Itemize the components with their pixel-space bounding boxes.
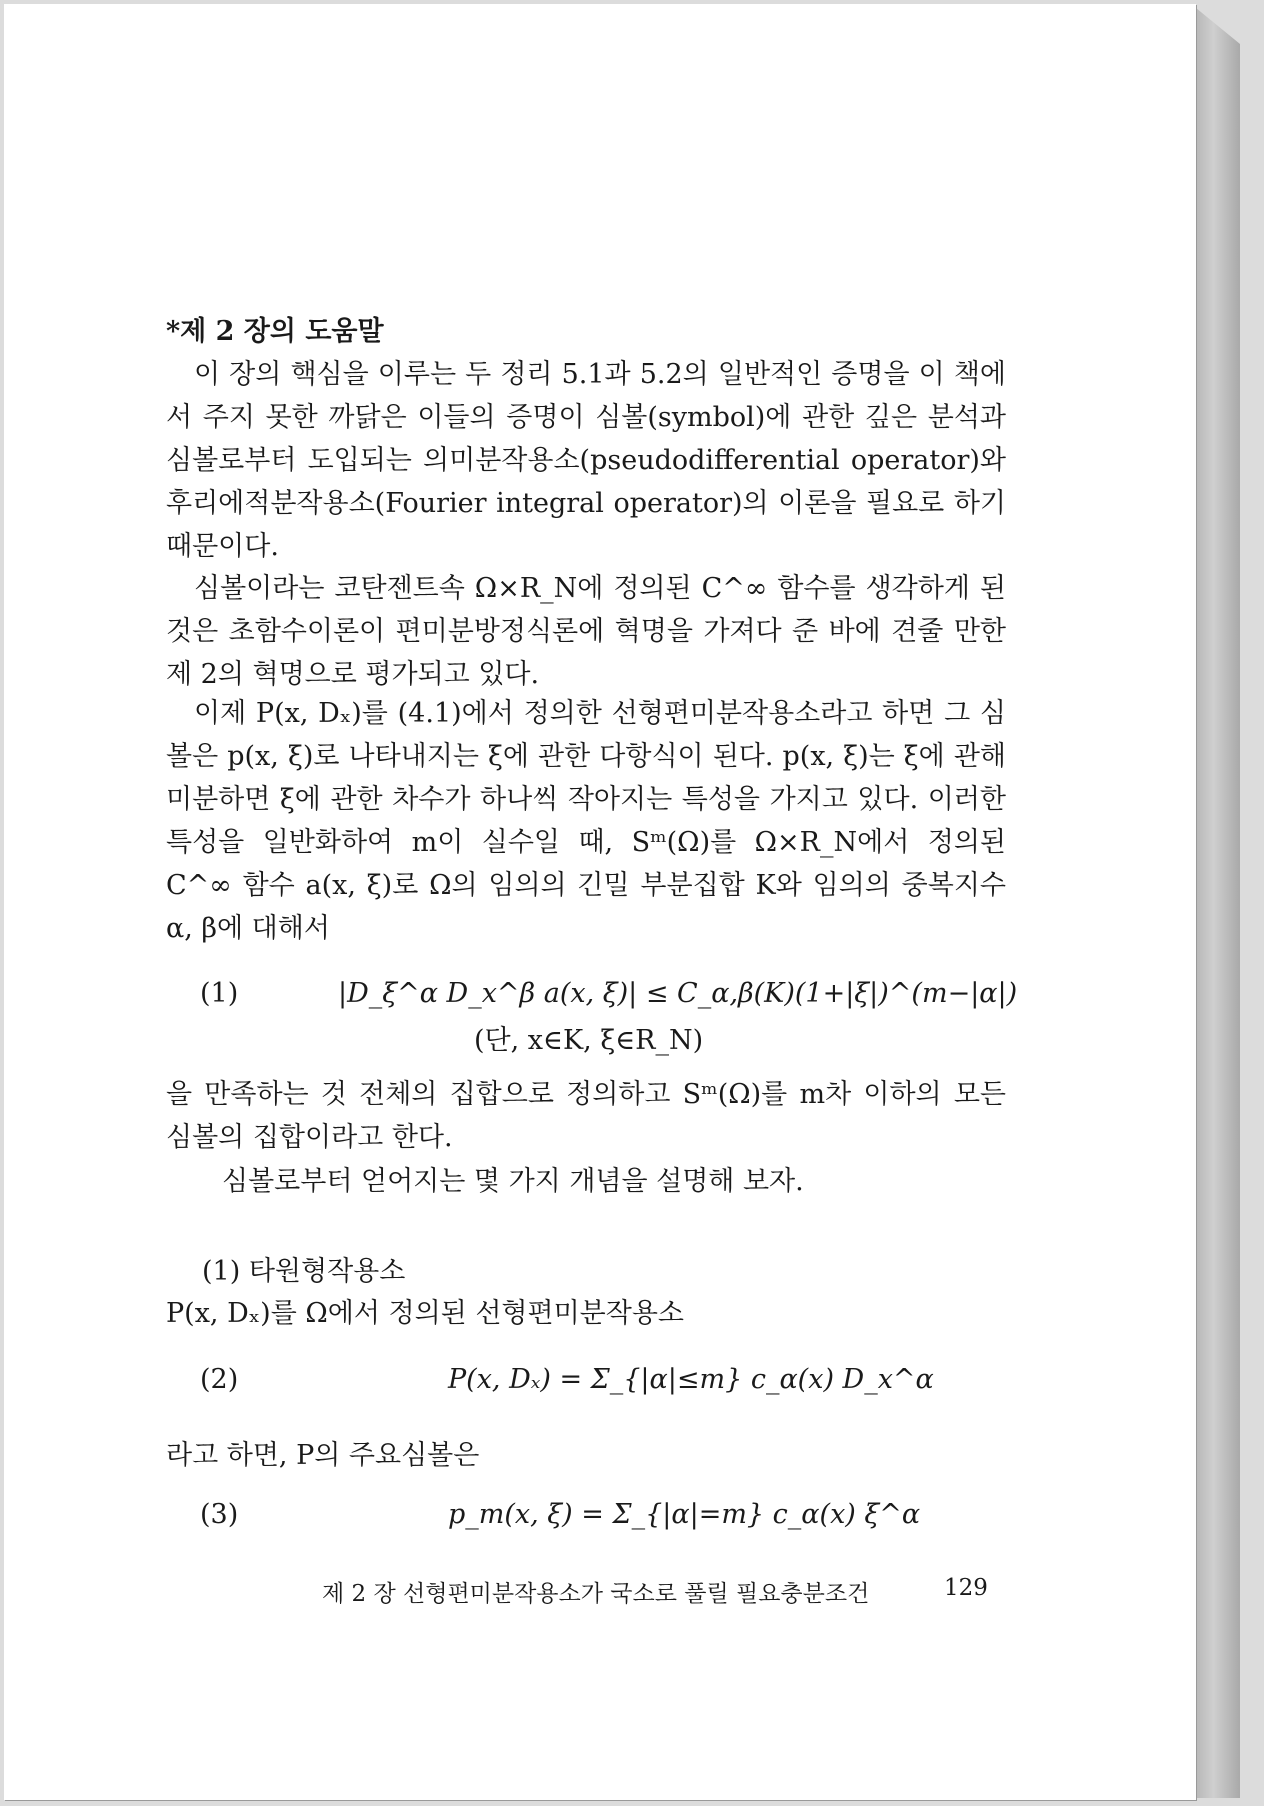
book-page-edge bbox=[1196, 8, 1240, 1798]
equation-1-condition: (단, x∈K, ξ∈R_N) bbox=[474, 1025, 704, 1056]
subsection-heading: (1) 타원형작용소 bbox=[202, 1256, 406, 1287]
paragraph-5: 심볼로부터 얻어지는 몇 가지 개념을 설명해 보자. bbox=[222, 1166, 804, 1197]
paragraph-1: 이 장의 핵심을 이루는 두 정리 5.1과 5.2의 일반적인 증명을 이 책에서 주지 못한 까닭은 이들의 증명이 심볼(symbol)에 관한 깊은 분석과 심볼로부터 도입되는 의미분작용소(pseudodifferential operator)와 후리에적분작용소(Fourier integral operator)의 이론을 필요로 하기 때문이다. bbox=[166, 359, 1006, 562]
equation-3: p_m(x, ξ) = Σ_{|α|=m} c_α(x) ξ^α bbox=[448, 1499, 921, 1530]
paragraph-3: 이제 P(x, Dₓ)를 (4.1)에서 정의한 선형편미분작용소라고 하면 그 심볼은 p(x, ξ)로 나타내지는 ξ에 관한 다항식이 된다. p(x, ξ)는 ξ에 관해 미분하면 ξ에 관한 차수가 하나씩 작아지는 특성을 가지고 있다. 이러한 특성을 일반화하여 m이 실수일 때, Sᵐ(Ω)를 Ω×R_N에서 정의된 C^∞ 함수 a(x, ξ)로 Ω의 임의의 긴밀 부분집합 K와 임의의 중복지수 α, β에 대해서 bbox=[166, 698, 1006, 944]
equation-2-number: (2) bbox=[200, 1364, 239, 1395]
section-heading: *제 2 장의 도움말 bbox=[166, 316, 384, 347]
book-page bbox=[4, 4, 1196, 1800]
equation-1-number: (1) bbox=[200, 978, 239, 1009]
running-footer: 제 2 장 선형편미분작용소가 국소로 풀릴 필요충분조건 bbox=[322, 1581, 870, 1607]
equation-2: P(x, Dₓ) = Σ_{|α|≤m} c_α(x) D_x^α bbox=[448, 1364, 934, 1395]
book-page-edge-corner bbox=[1196, 8, 1240, 44]
paragraph-2: 심볼이라는 코탄젠트속 Ω×R_N에 정의된 C^∞ 함수를 생각하게 된 것은 초함수이론이 편미분방정식론에 혁명을 가져다 준 바에 견줄 만한 제 2의 혁명으로 평가되고 있다. bbox=[166, 573, 1006, 690]
paragraph-7: 라고 하면, P의 주요심볼은 bbox=[166, 1440, 480, 1471]
equation-3-number: (3) bbox=[200, 1499, 239, 1530]
paragraph-4: 을 만족하는 것 전체의 집합으로 정의하고 Sᵐ(Ω)를 m차 이하의 모든 심볼의 집합이라고 한다. bbox=[166, 1079, 1006, 1153]
paragraph-6: P(x, Dₓ)를 Ω에서 정의된 선형편미분작용소 bbox=[166, 1298, 684, 1329]
page-number: 129 bbox=[944, 1575, 988, 1601]
equation-1: |D_ξ^α D_x^β a(x, ξ)| ≤ C_α,β(K)(1+|ξ|)^(m−|α|) bbox=[338, 978, 1018, 1009]
